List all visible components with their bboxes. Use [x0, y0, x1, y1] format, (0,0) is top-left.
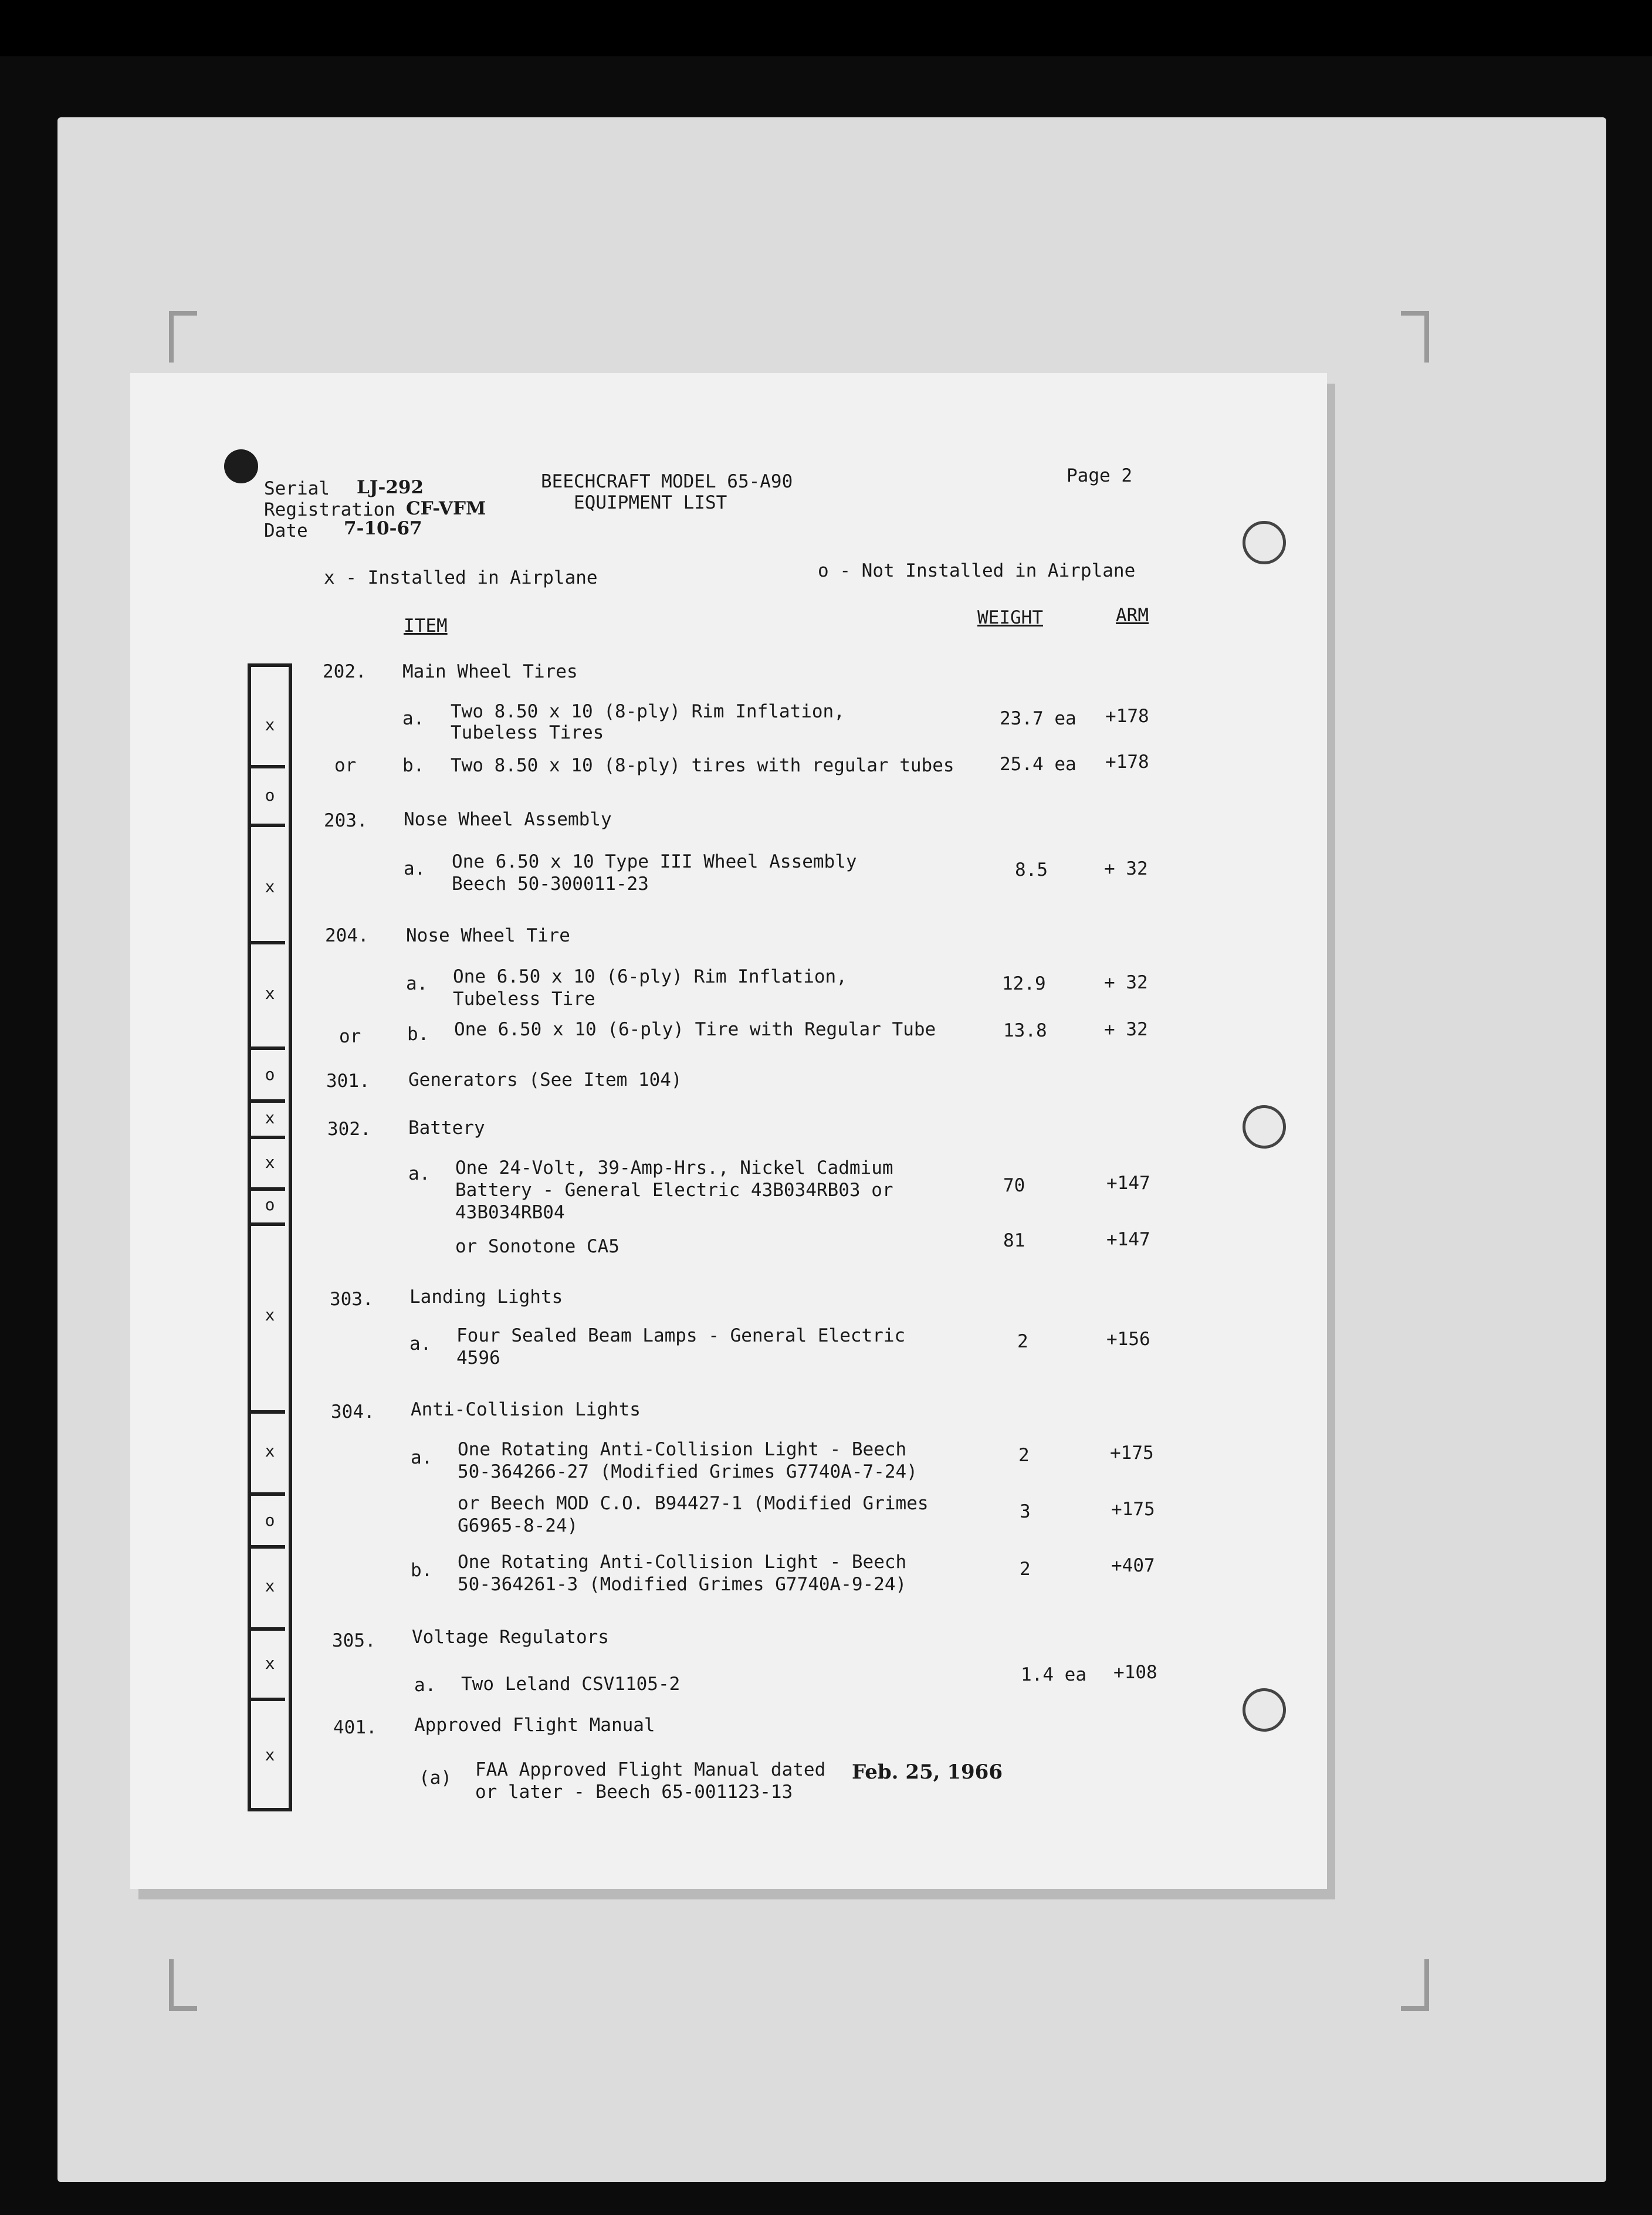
item-line: Tubeless Tires	[451, 722, 604, 743]
binder-hole	[1243, 521, 1286, 564]
legend-installed: x - Installed in Airplane	[324, 567, 598, 588]
status-mark: x	[265, 1441, 275, 1461]
item-arm: + 32	[1104, 1019, 1148, 1040]
registration-label: Registration	[264, 499, 395, 520]
item-weight: 2	[1017, 1331, 1028, 1352]
sub-letter: a.	[406, 973, 428, 994]
column-weight: WEIGHT	[977, 607, 1043, 628]
item-line: One Rotating Anti-Collision Light - Beech	[458, 1439, 907, 1460]
status-mark: x	[265, 877, 275, 896]
document-subtitle: EQUIPMENT LIST	[574, 492, 727, 513]
status-mark: o	[265, 1065, 275, 1084]
status-divider	[248, 824, 285, 827]
corner-bracket	[169, 1959, 197, 2011]
item-arm: +178	[1105, 751, 1149, 773]
sub-letter: a.	[411, 1447, 433, 1468]
item-line: Two Leland CSV1105-2	[461, 1674, 681, 1695]
status-divider	[248, 1136, 285, 1139]
item-title: Battery	[408, 1117, 485, 1139]
item-arm: +175	[1110, 1442, 1154, 1464]
column-item: ITEM	[404, 615, 448, 636]
item-number: 303.	[330, 1289, 374, 1310]
item-line: 50-364261-3 (Modified Grimes G7740A-9-24)	[458, 1574, 907, 1595]
item-weight: 81	[1003, 1230, 1025, 1251]
item-weight: 2	[1020, 1559, 1031, 1580]
status-divider	[248, 765, 285, 768]
status-divider	[248, 1410, 285, 1414]
item-title: Nose Wheel Assembly	[404, 809, 612, 830]
item-line: Two 8.50 x 10 (8-ply) Rim Inflation,	[451, 701, 845, 722]
sub-letter: a.	[408, 1163, 431, 1184]
item-line: Beech 50-300011-23	[452, 873, 649, 895]
status-divider	[248, 1099, 285, 1103]
film-top-band	[0, 0, 1652, 56]
status-mark: x	[265, 984, 275, 1003]
item-weight: 1.4 ea	[1021, 1664, 1086, 1685]
item-number: 203.	[324, 810, 368, 831]
item-title: Generators (See Item 104)	[408, 1069, 682, 1090]
status-divider	[248, 1046, 285, 1050]
item-line: or Beech MOD C.O. B94427-1 (Modified Grimes	[458, 1493, 929, 1514]
corner-bracket	[169, 311, 197, 363]
item-arm: +178	[1105, 706, 1149, 727]
item-number: 202.	[323, 661, 367, 682]
item-weight: 23.7 ea	[1000, 708, 1076, 729]
corner-bracket	[1401, 311, 1429, 363]
item-number: 304.	[331, 1401, 375, 1423]
status-divider	[248, 1698, 285, 1701]
status-divider	[248, 1627, 285, 1631]
status-mark: x	[265, 715, 275, 734]
status-mark: x	[265, 1108, 275, 1127]
sub-letter: a.	[409, 1333, 432, 1354]
or-prefix: or	[334, 755, 357, 776]
item-weight: 13.8	[1003, 1020, 1047, 1041]
item-line: FAA Approved Flight Manual dated	[475, 1759, 826, 1780]
serial-label: Serial	[264, 478, 330, 499]
item-arm: +156	[1106, 1329, 1150, 1350]
status-mark: x	[265, 1654, 275, 1673]
item-arm: + 32	[1104, 972, 1148, 993]
sub-letter: a.	[402, 708, 425, 729]
status-mark: o	[265, 1510, 275, 1530]
item-line: 43B034RB04	[455, 1202, 565, 1223]
sub-letter: a.	[414, 1675, 436, 1696]
item-title: Approved Flight Manual	[414, 1715, 655, 1736]
page-number: Page 2	[1067, 465, 1132, 486]
sub-letter: a.	[404, 858, 426, 879]
item-number: 204.	[325, 925, 369, 946]
date-value: 7-10-67	[344, 518, 422, 539]
item-line: 50-364266-27 (Modified Grimes G7740A-7-24)	[458, 1461, 918, 1482]
sub-letter: b.	[407, 1024, 429, 1045]
item-number: 302.	[327, 1119, 371, 1140]
item-arm: +108	[1113, 1662, 1157, 1683]
item-weight: 8.5	[1015, 859, 1048, 880]
status-divider	[248, 1187, 285, 1191]
item-number: 305.	[332, 1630, 376, 1651]
item-title: Voltage Regulators	[412, 1627, 609, 1648]
binder-hole	[1243, 1105, 1286, 1149]
column-arm: ARM	[1116, 605, 1149, 626]
status-mark: o	[265, 785, 275, 805]
item-arm: +407	[1111, 1555, 1155, 1576]
item-line: or later - Beech 65-001123-13	[475, 1782, 793, 1803]
equipment-list-page	[130, 373, 1327, 1889]
item-arm: +147	[1106, 1173, 1150, 1194]
status-mark: x	[265, 1153, 275, 1172]
handwritten-date: Feb. 25, 1966	[852, 1760, 1003, 1784]
item-number: 301.	[326, 1071, 370, 1092]
item-title: Nose Wheel Tire	[406, 925, 570, 946]
status-column	[248, 663, 292, 1811]
item-line: Tubeless Tire	[453, 988, 595, 1010]
item-line: One 6.50 x 10 (6-ply) Rim Inflation,	[453, 966, 847, 987]
status-mark: x	[265, 1576, 275, 1596]
or-prefix: or	[339, 1026, 361, 1047]
status-divider	[248, 1545, 285, 1549]
sub-letter: b.	[402, 755, 425, 776]
item-line: One 6.50 x 10 (6-ply) Tire with Regular Tube	[454, 1019, 936, 1040]
registration-value: CF-VFM	[406, 498, 486, 519]
item-line: or Sonotone CA5	[455, 1236, 620, 1257]
item-line: Battery - General Electric 43B034RB03 or	[455, 1180, 893, 1201]
corner-bracket	[1401, 1959, 1429, 2011]
item-title: Anti-Collision Lights	[411, 1399, 641, 1420]
status-mark: x	[265, 1745, 275, 1764]
sub-letter: (a)	[419, 1767, 452, 1789]
serial-value: LJ-292	[357, 477, 424, 498]
status-divider	[248, 1492, 285, 1496]
item-weight: 70	[1003, 1175, 1025, 1196]
item-line: One 6.50 x 10 Type III Wheel Assembly	[452, 851, 857, 872]
legend-not-installed: o - Not Installed in Airplane	[818, 560, 1136, 581]
status-mark: x	[265, 1305, 275, 1325]
item-title: Main Wheel Tires	[402, 661, 578, 682]
punch-hole	[224, 449, 258, 483]
item-arm: +147	[1106, 1229, 1150, 1250]
status-mark: o	[265, 1195, 275, 1214]
status-divider	[248, 941, 285, 944]
status-divider	[248, 1222, 285, 1226]
item-number: 401.	[333, 1717, 377, 1738]
item-weight: 3	[1020, 1501, 1031, 1522]
item-weight: 12.9	[1002, 973, 1046, 994]
item-line: Two 8.50 x 10 (8-ply) tires with regular tubes	[451, 755, 954, 776]
binder-hole	[1243, 1688, 1286, 1732]
sub-letter: b.	[411, 1560, 433, 1581]
item-line: Four Sealed Beam Lamps - General Electric	[456, 1325, 906, 1346]
item-weight: 2	[1018, 1445, 1030, 1466]
item-weight: 25.4 ea	[1000, 754, 1076, 775]
item-arm: + 32	[1104, 858, 1148, 879]
item-line: 4596	[456, 1347, 500, 1369]
item-line: G6965-8-24)	[458, 1515, 578, 1536]
date-label: Date	[264, 520, 308, 541]
item-line: One 24-Volt, 39-Amp-Hrs., Nickel Cadmium	[455, 1157, 893, 1178]
item-line: One Rotating Anti-Collision Light - Beech	[458, 1552, 907, 1573]
item-title: Landing Lights	[409, 1286, 563, 1308]
item-arm: +175	[1111, 1499, 1155, 1520]
document-title: BEECHCRAFT MODEL 65-A90	[541, 471, 793, 492]
